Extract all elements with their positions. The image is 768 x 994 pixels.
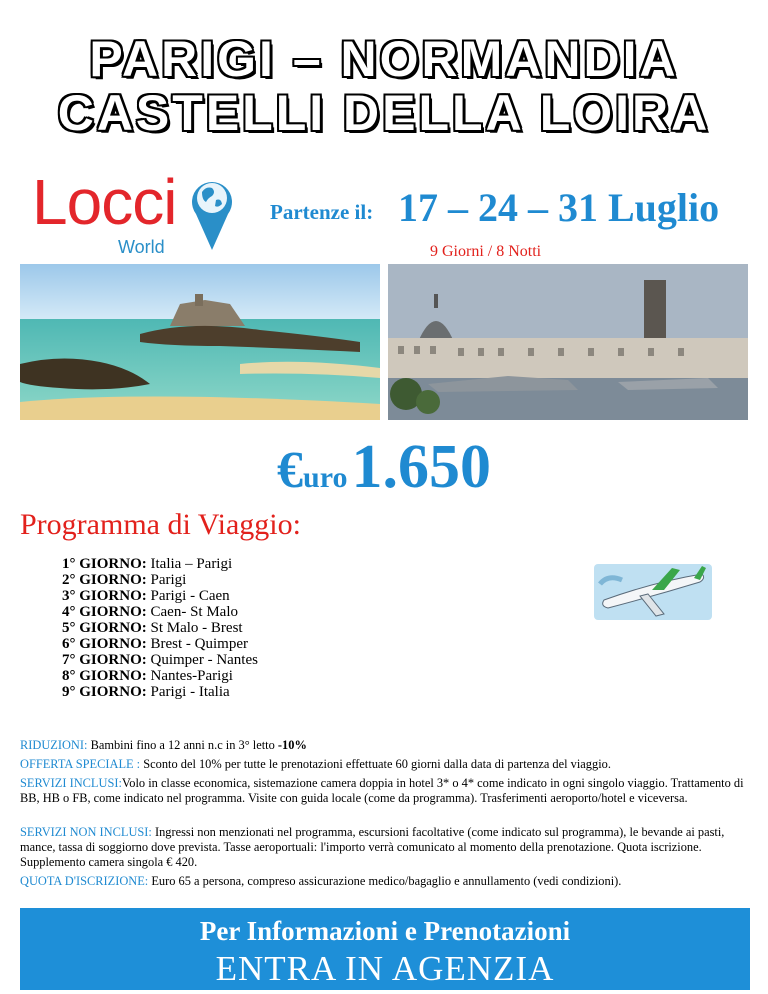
- servizi-non-inclusi-text: Ingressi non menzionati nel programma, escursioni facoltative (come indicato sul programma), le bevande ai pasti, mance, tassa di soggiorno dove prevista. Tasse aeroportuali: l'importo verrà comunicato al momento della prenotazione. Quota iscrizione. Supplemento camera singola € 420.: [20, 825, 725, 869]
- day-route: St Malo - Brest: [150, 620, 243, 636]
- logo-sub: World: [118, 237, 165, 257]
- day-route: Quimper - Nantes: [150, 652, 258, 668]
- photo-nantes-harbor: [388, 264, 748, 420]
- riduzioni-label: RIDUZIONI:: [20, 738, 88, 752]
- day-route: Parigi: [150, 572, 187, 588]
- offerta-text: Sconto del 10% per tutte le prenotazioni effettuate 60 giorni dalla data di partenza del viaggio.: [143, 757, 611, 771]
- day-route: Parigi - Caen: [150, 588, 230, 604]
- logo-brand: Locci: [32, 166, 177, 238]
- price-euro-word: uro: [303, 461, 348, 494]
- offerta-label: OFFERTA SPECIALE :: [20, 757, 141, 771]
- itinerary-day: [62, 620, 258, 636]
- servizi-inclusi-label: SERVIZI INCLUSI:: [20, 776, 122, 790]
- itinerary-day: [62, 668, 258, 684]
- day-route: Caen- St Malo: [150, 604, 238, 620]
- servizi-inclusi-text: Volo in classe economica, sistemazione camera doppia in hotel 3* o 4* come indicato in ogni singolo viaggio. Trattamento di BB, HB o FB, come indicato nel programma. Visite con guida locale (come da programma). Trasferimenti aeroporto/hotel e viceversa.: [20, 776, 744, 805]
- day-label: 3° GIORNO:: [62, 588, 147, 604]
- day-label: 5° GIORNO:: [62, 620, 147, 636]
- price: [0, 432, 768, 503]
- riduzioni-text: Bambini fino a 12 anni n.c in 3° letto: [90, 738, 275, 752]
- banner-line-2: ENTRA IN AGENZIA: [215, 949, 555, 988]
- riduzioni-value: -10%: [277, 738, 307, 752]
- airplane-icon: [594, 564, 712, 620]
- quota-section: [20, 874, 755, 889]
- day-route: Italia – Parigi: [150, 556, 233, 572]
- title-line-1: PARIGI – NORMANDIA: [89, 31, 679, 87]
- itinerary-day: [62, 652, 258, 668]
- day-label: 9° GIORNO:: [62, 684, 147, 700]
- day-label: 1° GIORNO:: [62, 556, 147, 572]
- photo-st-malo-coast: [20, 264, 380, 420]
- day-label: 4° GIORNO:: [62, 604, 147, 620]
- itinerary-day: [62, 556, 258, 572]
- day-route: Brest - Quimper: [150, 636, 248, 652]
- program-title: Programma di Viaggio:: [20, 508, 301, 541]
- day-route: Nantes-Parigi: [150, 668, 233, 684]
- offerta-section: [20, 757, 755, 772]
- departures-label: Partenze il:: [270, 200, 374, 224]
- banner-line-1: Per Informazioni e Prenotazioni: [199, 916, 571, 946]
- trip-duration: 9 Giorni / 8 Notti: [430, 243, 542, 260]
- quota-text: Euro 65 a persona, compreso assicurazione medico/bagaglio e annullamento (vedi condizioni).: [151, 874, 622, 888]
- quota-label: QUOTA D'ISCRIZIONE:: [20, 874, 149, 888]
- itinerary-list: [62, 556, 258, 700]
- servizi-non-inclusi-section: [20, 825, 755, 870]
- departures-dates: 17 – 24 – 31 Luglio: [398, 185, 720, 230]
- day-label: 2° GIORNO:: [62, 572, 147, 588]
- servizi-non-inclusi-label: SERVIZI NON INCLUSI:: [20, 825, 152, 839]
- title-line-2: CASTELLI DELLA LOIRA: [57, 85, 711, 141]
- itinerary-day: [62, 684, 258, 700]
- itinerary-day: [62, 604, 258, 620]
- day-route: Parigi - Italia: [150, 684, 230, 700]
- riduzioni-section: [20, 738, 755, 753]
- itinerary-day: [62, 636, 258, 652]
- price-amount: 1.650: [351, 433, 491, 501]
- globe-pin-icon: [188, 172, 236, 252]
- itinerary-day: [62, 588, 258, 604]
- day-label: 6° GIORNO:: [62, 636, 147, 652]
- servizi-inclusi-section: [20, 776, 755, 806]
- day-label: 7° GIORNO:: [62, 652, 147, 668]
- itinerary-day: [62, 572, 258, 588]
- day-label: 8° GIORNO:: [62, 668, 147, 684]
- info-banner: [20, 908, 750, 990]
- price-euro-symbol: €: [277, 442, 304, 499]
